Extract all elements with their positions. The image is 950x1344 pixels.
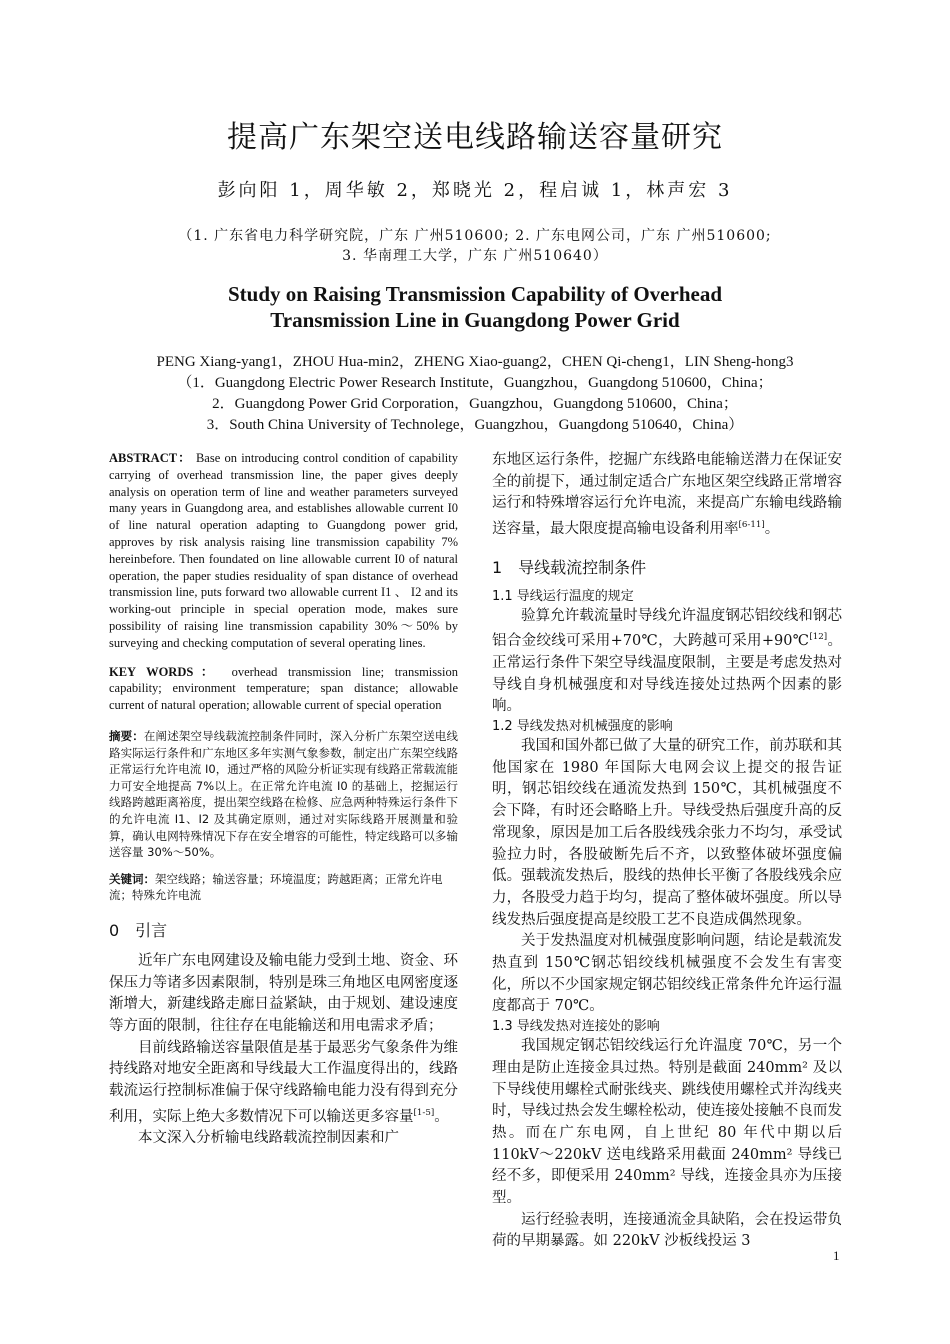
abstract-cn [109,728,458,861]
paragraph [492,606,842,718]
keywords-cn-text: 架空线路；输送容量；环境温度；跨越距离；正常允许电流；特殊允许电流 [109,871,443,903]
affiliation-cn-line: 3. 华南理工大学，广东 广州510640） [342,248,608,264]
keywords-cn-label: 关键词： [109,871,155,886]
abstract-cn-label: 摘要： [109,728,144,743]
subsection-heading-1-1: 1.1 导线运行温度的规定 [492,588,634,604]
section-heading-introduction: 0 引言 [109,920,168,940]
keywords-en-text: overhead transmission line; transmission capability; environment temperature; span distance; allowable current of natural operation; allowable current of special operation [109,664,458,713]
title-en-line: Transmission Line in Guangdong Power Grid [270,308,680,332]
citation: [6-11] [738,520,765,531]
paragraph: 我国和国外都已做了大量的研究工作，前苏联和其他国家在 1980 年国际大电网会议上提交的报告证明，钢芯铝绞线在通流发热到 150℃，其机械强度不会下降，有时还会略略上升。导线受热后强度升高的反常现象，原因是加工后各股线残余张力不均匀，承受试验拉力时，各股破断先后不齐，以致整体破坏强度偏低。强载流发热后，股线的热伸长平衡了各股线残余应力，各股受力趋于均匀，提高了整体破坏强度。所以导线发热后强度提高是绞股工艺不良造成偶然现象。 [492,737,842,928]
citation: [12] [809,632,828,643]
affiliation-en-line: （1．Guangdong Electric Power Research Institute，Guangzhou，Guangdong 510600，China； [177,375,773,391]
paragraph-text: 验算允许载流量时导线允许温度钢芯铝绞线和钢芯铝合金绞线可采用+70℃，大跨越可采用+90℃ [492,607,842,650]
subsection-heading-1-3: 1.3 导线发热对连接处的影响 [492,1019,660,1035]
page-number: 1 [833,1248,840,1263]
paper-title-en [0,281,950,333]
abstract-en-label: ABSTRACT： [109,451,192,465]
paragraph: 本文深入分析输电线路载流控制因素和广 [138,1130,399,1147]
authors-en-block [0,352,950,436]
abstract-cn-text: 在阐述架空导线载流控制条件同时，深入分析广东架空送电线路实际运行条件和广东地区多年实测气象参数，制定出广东架空线路正常运行允许电流 I0，通过严格的风险分析证实现有线路正常载流能力可安全地提高 7%以上。在正常允许电流 I0 的基础上，挖掘运行线路跨越距离裕度，提出架空线路在检修、应急两种特殊运行条件下的允许电流 I1、I2 及其确定原则，通过对实际线路开展测量和验算，确认电网特殊情况下存在安全增容的可能性，特定线路可以多输送容量 30%～50%。 [109,728,459,860]
affiliations-cn [0,226,950,266]
abstract-en-text: Base on introducing control condition of capability carrying of overhead transmission line, the paper gives deeply analysis on operation term of line and weather parameters surveyed many years in Guangdong area, and establishes allowable current I0 of line natural operation adapting to Guangdong power grid, approves by risk analysis raising line transmission capability 7% hereinbefore. Then foundated on line allowable current I0 of natural operation, the paper studies residuality of span distance of overhead transmission line, puts forward two allowable current I1 、 I2 and its working-out principle in special operation mode, makes sure possibility of raising line transmission capability 30%～50% by surveying and checking computation of several operating lines. [109,451,458,650]
abstract-en [109,450,458,652]
paragraph: 近年广东电网建设及输电能力受到土地、资金、环保压力等诸多因素限制，特别是珠三角地区电网密度逐渐增大，新建线路走廊日益紧缺，由于规划、建设速度等方面的限制，往往存在电能输送和用电需求矛盾； [109,952,458,1034]
paragraph-text: 。正常运行条件下架空导线温度限制，主要是考虑发热对导线自身机械强度和对导线连接处过热两个因素的影响。 [492,633,843,715]
paragraph: 关于发热温度对机械强度影响问题，结论是载流发热直到 150℃钢芯铝绞线机械强度不会发生有害变化，所以不少国家规定钢芯铝绞线正常条件允许运行温度都高于 70℃。 [492,933,842,1015]
paragraph-text: 东地区运行条件，挖掘广东线路电能输送潜力在保证安全的前提下，通过制定适合广东地区架空线路正常增容运行和特殊增容运行允许电流，来提高广东输电线路输送容量，最大限度提高输电设备利用率 [492,452,842,537]
paragraph-text: 目前线路输送容量限值是基于最恶劣气象条件为维持线路对地安全距离和导线最大工作温度得出的，线路载流运行控制标准偏于保守线路输电能力没有得到充分利用，实际上绝大多数情况下可以输送更多容量 [109,1039,458,1125]
left-column [109,450,458,1150]
keywords-en-label: KEY WORDS： [109,664,221,679]
affiliation-cn-line: （1. 广东省电力科学研究院，广东 广州510600; 2. 广东电网公司，广东 广州510600; [178,228,772,244]
right-column [492,450,842,1253]
title-en-line: Study on Raising Transmission Capability of Overhead [228,282,722,306]
section-heading-1: 1 导线载流控制条件 [492,557,647,577]
authors-en: PENG Xiang-yang1，ZHOU Hua-min2，ZHENG Xiao-guang2，CHEN Qi-cheng1，LIN Sheng-hong3 [156,354,794,370]
citation: [1-5] [413,1107,435,1118]
keywords-en [109,664,458,714]
affiliation-en-line: 3．South China University of Technolege，Guangzhou，Guangdong 510640，China） [206,417,744,433]
paragraph-end: 。 [434,1108,449,1125]
paragraph [109,1038,458,1129]
paragraph [492,450,842,541]
paper-title-cn: 提高广东架空送电线路输送容量研究 [227,120,723,155]
paragraph: 运行经验表明，连接通流金具缺陷，会在投运带负荷的早期暴露。如 220kV 沙板线投运 3 [492,1211,842,1250]
subsection-heading-1-2: 1.2 导线发热对机械强度的影响 [492,718,673,734]
affiliation-en-line: 2．Guangdong Power Grid Corporation，Guangzhou，Guangdong 510600，China； [212,396,738,412]
keywords-cn [109,871,458,904]
authors-cn: 彭向阳 1，周华敏 2，郑晓光 2，程启诚 1，林声宏 3 [217,180,733,201]
paragraph-end: 。 [764,520,780,537]
paragraph: 我国规定钢芯铝绞线运行允许温度 70℃，另一个理由是防止连接金具过热。特别是截面 240mm² 及以下导线使用螺栓式耐张线夹、跳线使用螺栓式并沟线夹时，导线过热会发生螺栓松动，使连接处接触不良而发热。而在广东电网，自上世纪 80 年代中期以后 110kV～220kV 送电线路采用截面 240mm² 导线已经不多，即便采用 240mm² 导线，连接金具亦为压接型。 [492,1038,842,1207]
